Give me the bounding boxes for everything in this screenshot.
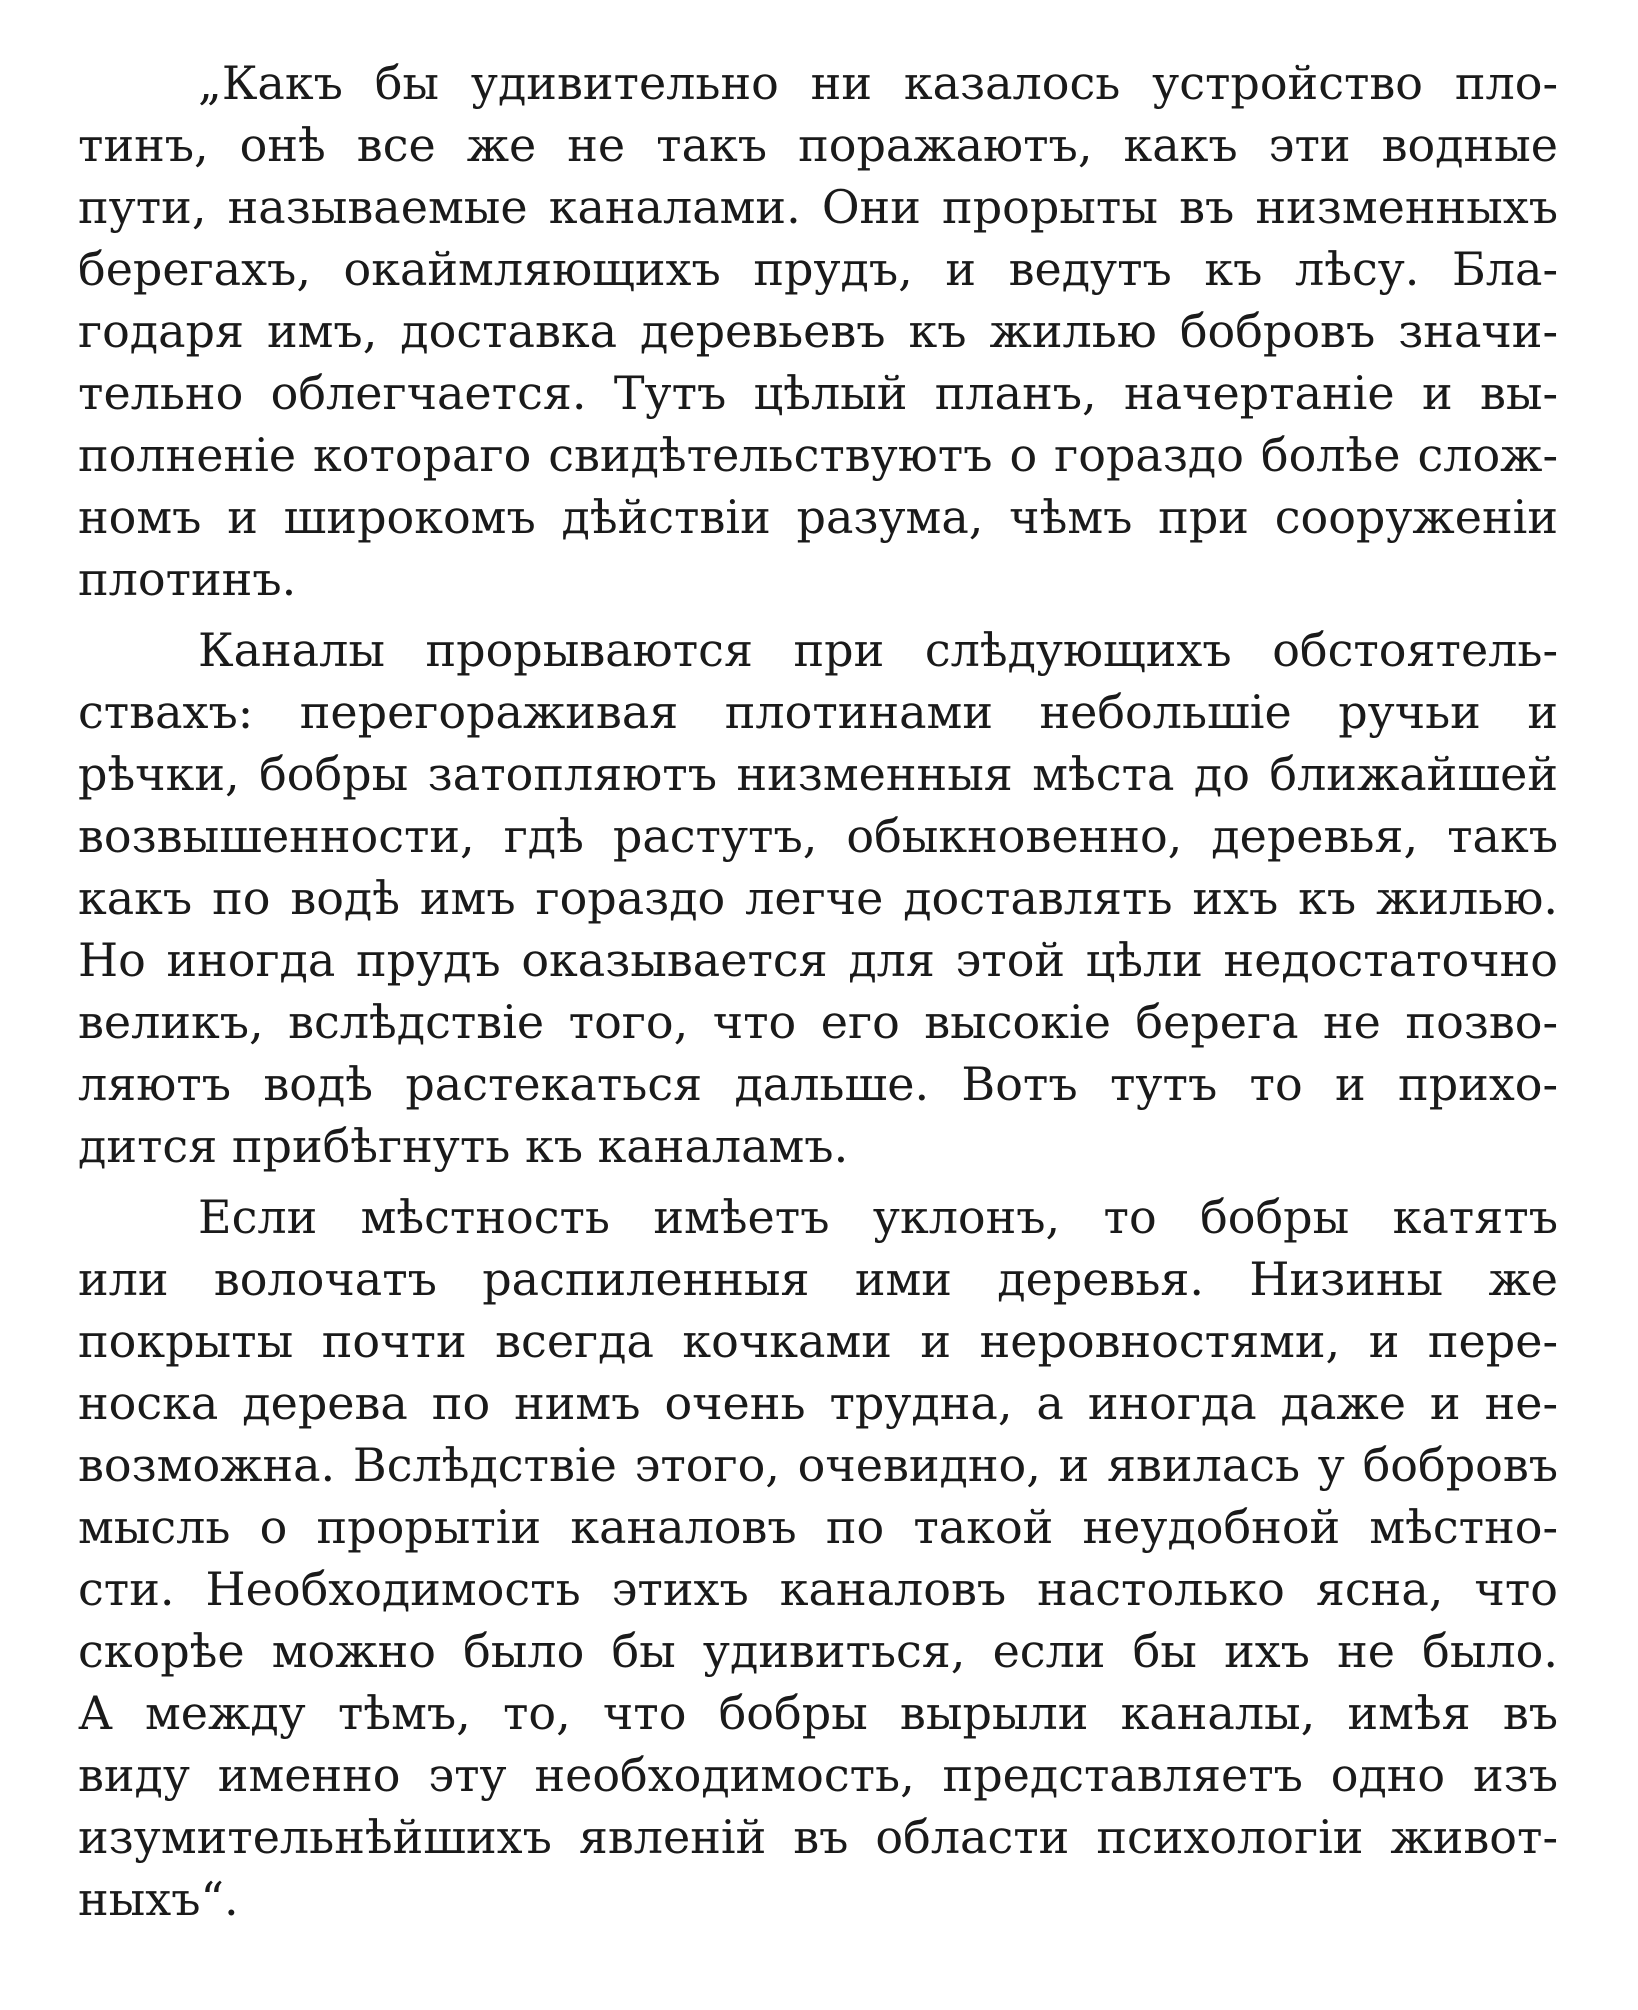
text-line: плотинъ. <box>78 552 297 606</box>
text-line: „Какъ бы удивительно ни казалось устройство пло- <box>198 56 1558 110</box>
text-line: ляютъ водѣ растекаться дальше. Вотъ тутъ то и прихо- <box>78 1057 1558 1111</box>
text-line: или волочатъ распиленныя ими деревья. Низины же <box>78 1252 1558 1306</box>
text-line: пути, называемые каналами. Они прорыты въ низменныхъ <box>78 180 1558 234</box>
text-line: берегахъ, окаймляющихъ прудъ, и ведутъ къ лѣсу. Бла- <box>78 242 1558 296</box>
text-line: возвышенности, гдѣ растутъ, обыкновенно, деревья, такъ <box>78 809 1558 863</box>
text-line: сти. Необходимость этихъ каналовъ настолько ясна, что <box>78 1562 1558 1616</box>
paragraph-3 <box>78 1186 1558 1930</box>
text-line: дится прибѣгнуть къ каналамъ. <box>78 1119 849 1173</box>
text-line: Если мѣстность имѣетъ уклонъ, то бобры катятъ <box>198 1190 1558 1244</box>
text-line: мысль о прорытіи каналовъ по такой неудобной мѣстно- <box>78 1500 1558 1554</box>
paragraph-1 <box>78 52 1558 610</box>
text-line: великъ, вслѣдствіе того, что его высокіе берега не позво- <box>78 995 1558 1049</box>
text-line: Каналы прорываются при слѣдующихъ обстоятель- <box>198 623 1558 677</box>
text-line: ствахъ: перегораживая плотинами небольшіе ручьи и <box>78 685 1558 739</box>
text-line: возможна. Вслѣдствіе этого, очевидно, и явилась у бобровъ <box>78 1438 1558 1492</box>
text-line: какъ по водѣ имъ гораздо легче доставлять ихъ къ жилью. <box>78 871 1558 925</box>
text-line: А между тѣмъ, то, что бобры вырыли каналы, имѣя въ <box>78 1686 1558 1740</box>
text-line: покрыты почти всегда кочками и неровностями, и пере- <box>78 1314 1558 1368</box>
text-line: носка дерева по нимъ очень трудна, а иногда даже и не- <box>78 1376 1558 1430</box>
text-line: рѣчки, бобры затопляютъ низменныя мѣста до ближайшей <box>78 747 1558 801</box>
text-line: тинъ, онѣ все же не такъ поражаютъ, какъ эти водные <box>78 118 1558 172</box>
text-line: изумительнѣйшихъ явленій въ области психологіи живот- <box>78 1810 1558 1864</box>
text-line: полненіе котораго свидѣтельствуютъ о гораздо болѣе слож- <box>78 428 1558 482</box>
body-text <box>78 52 1558 1930</box>
text-line: тельно облегчается. Тутъ цѣлый планъ, начертаніе и вы- <box>78 366 1558 420</box>
text-line: ныхъ“. <box>78 1872 239 1926</box>
text-line: годаря имъ, доставка деревьевъ къ жилью бобровъ значи- <box>78 304 1558 358</box>
text-line: Но иногда прудъ оказывается для этой цѣли недостаточно <box>78 933 1558 987</box>
text-line: номъ и широкомъ дѣйствіи разума, чѣмъ при сооруженіи <box>78 490 1558 544</box>
text-line: виду именно эту необходимость, представляетъ одно изъ <box>78 1748 1558 1802</box>
text-line: скорѣе можно было бы удивиться, если бы ихъ не было. <box>78 1624 1558 1678</box>
paragraph-2 <box>78 619 1558 1177</box>
